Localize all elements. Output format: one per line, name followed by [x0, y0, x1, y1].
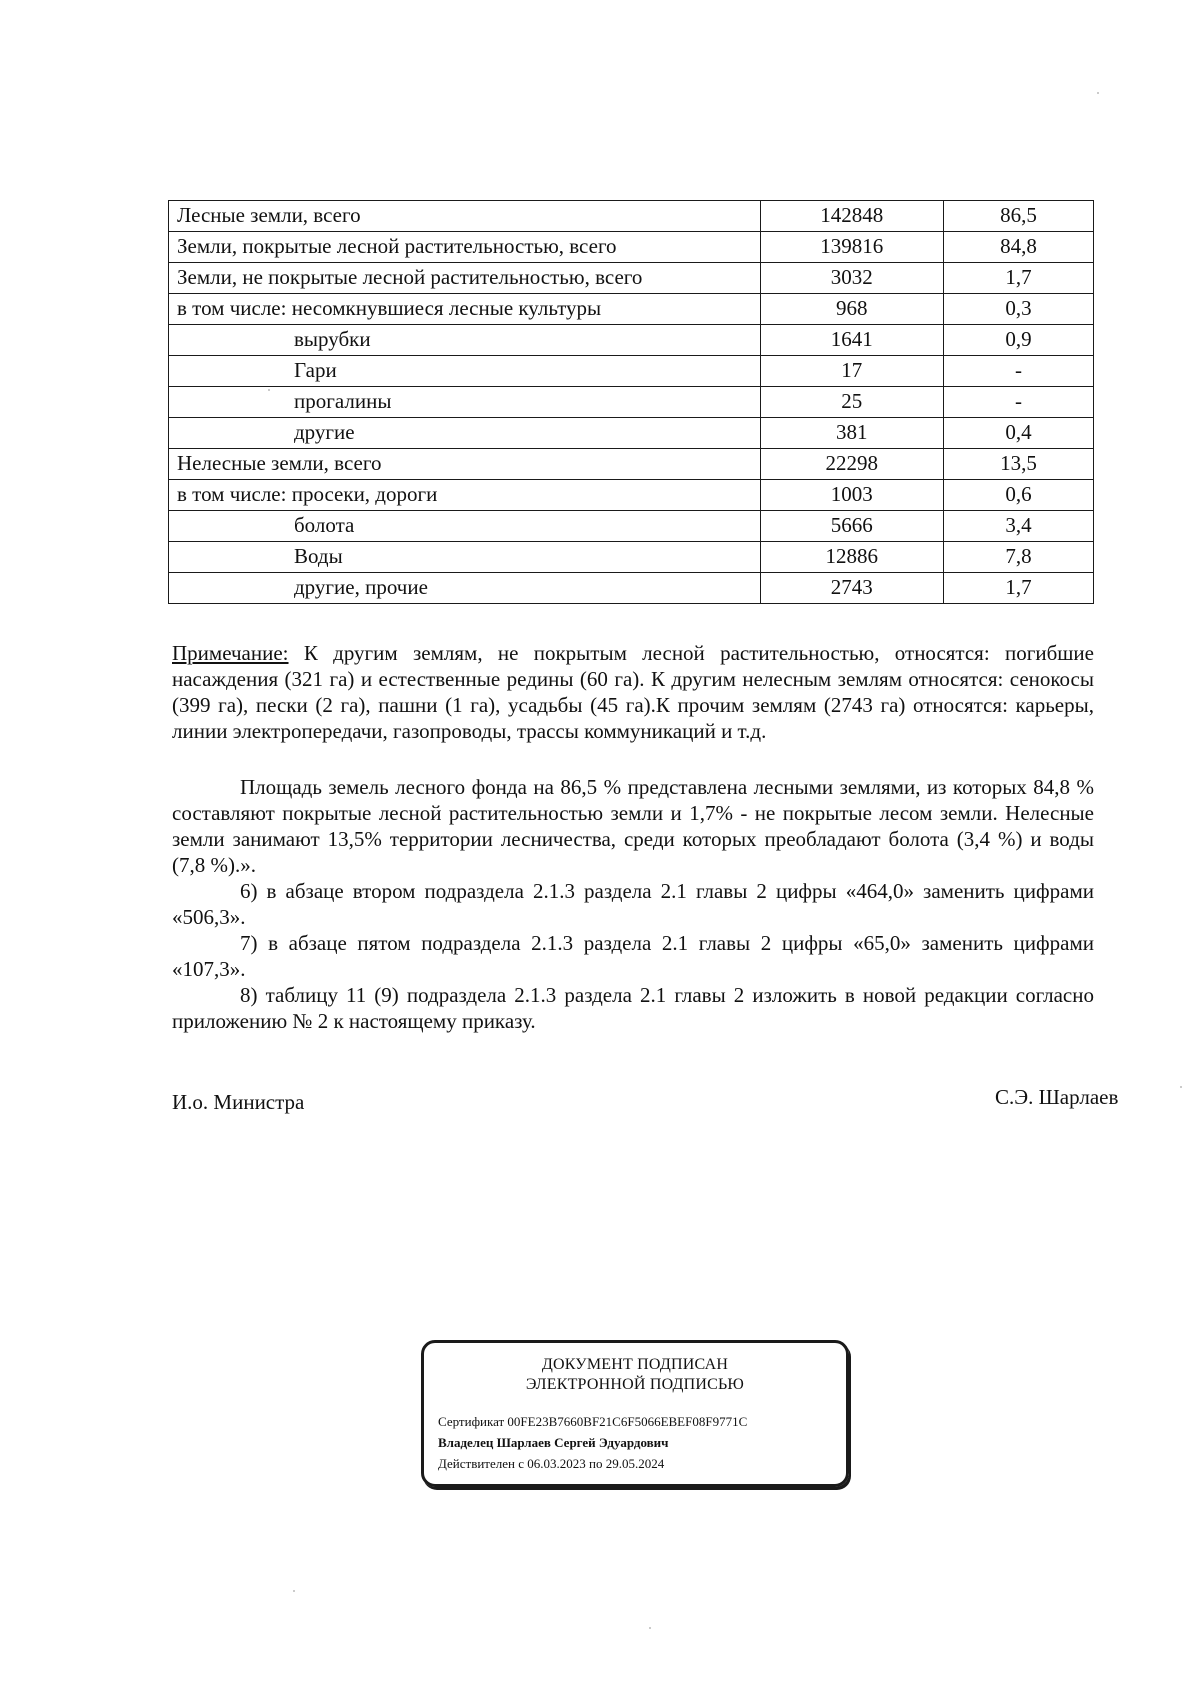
table-row	[169, 201, 1094, 232]
percent-cell: 13,5	[943, 449, 1093, 480]
category-name-cell: Нелесные земли, всего	[169, 449, 761, 480]
table-row	[169, 511, 1094, 542]
area-cell: 3032	[760, 263, 943, 294]
area-cell: 142848	[760, 201, 943, 232]
percent-cell: 0,9	[943, 325, 1093, 356]
category-name-cell: вырубки	[169, 325, 761, 356]
table-row	[169, 542, 1094, 573]
area-cell: 5666	[760, 511, 943, 542]
note-label: Примечание:	[172, 641, 289, 665]
percent-cell: -	[943, 356, 1093, 387]
scan-speck	[1097, 92, 1099, 94]
percent-cell: 3,4	[943, 511, 1093, 542]
stamp-owner: Владелец Шарлаев Сергей Эдуардович	[438, 1435, 669, 1450]
category-name-cell: другие	[169, 418, 761, 449]
percent-cell: 0,3	[943, 294, 1093, 325]
category-name-cell: другие, прочие	[169, 573, 761, 604]
stamp-title-line-2: ЭЛЕКТРОННОЙ ПОДПИСЬЮ	[525, 1376, 745, 1393]
percent-cell: 86,5	[943, 201, 1093, 232]
area-cell: 2743	[760, 573, 943, 604]
table-body	[169, 201, 1094, 604]
stamp-title-line-1: ДОКУМЕНТ ПОДПИСАН	[541, 1356, 729, 1373]
table-row	[169, 325, 1094, 356]
category-name-cell: прогалины	[169, 387, 761, 418]
table-row	[169, 294, 1094, 325]
paragraph-summary: Площадь земель лесного фонда на 86,5 % представлена лесными землями, из которых 84,8 % составляют покрытые лесной растительностью земли и 1,7% - не покрытые лесом земли. Нелесные земли занимают 13,5% территории лесничества, среди которых преобладают болота (3,4 %) и воды (7,8 %).».	[172, 775, 1094, 877]
percent-cell: 0,6	[943, 480, 1093, 511]
table-row	[169, 232, 1094, 263]
scan-speck	[649, 1627, 651, 1629]
area-cell: 968	[760, 294, 943, 325]
table-row	[169, 449, 1094, 480]
area-cell: 25	[760, 387, 943, 418]
percent-cell: 84,8	[943, 232, 1093, 263]
category-name-cell: Земли, покрытые лесной растительностью, всего	[169, 232, 761, 263]
paragraph-item-6: 6) в абзаце втором подраздела 2.1.3 раздела 2.1 главы 2 цифры «464,0» заменить цифрами «506,3».	[172, 879, 1094, 929]
category-name-cell: в том числе: просеки, дороги	[169, 480, 761, 511]
note-paragraph	[172, 640, 1094, 744]
area-cell: 1003	[760, 480, 943, 511]
area-cell: 17	[760, 356, 943, 387]
percent-cell: 1,7	[943, 573, 1093, 604]
electronic-signature-stamp	[421, 1340, 849, 1487]
table-row	[169, 356, 1094, 387]
scan-speck	[1180, 1086, 1182, 1088]
category-name-cell: Гари	[169, 356, 761, 387]
area-cell: 139816	[760, 232, 943, 263]
table-row	[169, 263, 1094, 294]
area-cell: 1641	[760, 325, 943, 356]
table-row	[169, 387, 1094, 418]
percent-cell: 7,8	[943, 542, 1093, 573]
scan-speck	[293, 1590, 295, 1592]
percent-cell: -	[943, 387, 1093, 418]
category-name-cell: Воды	[169, 542, 761, 573]
area-cell: 381	[760, 418, 943, 449]
land-category-table	[168, 200, 1094, 604]
stamp-details	[438, 1411, 832, 1474]
note-text: К другим землям, не покрытым лесной растительностью, относятся: погибшие насаждения (321 га) и естественные редины (60 га). К другим нелесным землям относятся: сенокосы (399 га), пески (2 га), пашни (1 га), усадьбы (45 га).К прочим землям (2743 га) относятся: карьеры, линии электропередачи, газопроводы, трассы коммуникаций и т.д.	[172, 641, 1094, 743]
table-row	[169, 573, 1094, 604]
table-row	[169, 480, 1094, 511]
category-name-cell: болота	[169, 511, 761, 542]
area-cell: 12886	[760, 542, 943, 573]
stamp-certificate: Сертификат 00FE23B7660BF21C6F5066EBEF08F9771C	[438, 1414, 748, 1429]
table-row	[169, 418, 1094, 449]
category-name-cell: в том числе: несомкнувшиеся лесные культуры	[169, 294, 761, 325]
percent-cell: 1,7	[943, 263, 1093, 294]
stamp-validity: Действителен с 06.03.2023 по 29.05.2024	[438, 1456, 665, 1471]
scan-speck	[268, 389, 270, 391]
signatory-name: С.Э. Шарлаев	[995, 1085, 1119, 1109]
percent-cell: 0,4	[943, 418, 1093, 449]
paragraph-item-7: 7) в абзаце пятом подраздела 2.1.3 раздела 2.1 главы 2 цифры «65,0» заменить цифрами «107,3».	[172, 931, 1094, 981]
paragraph-item-8: 8) таблицу 11 (9) подраздела 2.1.3 раздела 2.1 главы 2 изложить в новой редакции согласно приложению № 2 к настоящему приказу.	[172, 983, 1094, 1033]
signatory-position: И.о. Министра	[172, 1090, 305, 1114]
category-name-cell: Земли, не покрытые лесной растительностью, всего	[169, 263, 761, 294]
area-cell: 22298	[760, 449, 943, 480]
body-text	[172, 774, 1094, 1034]
category-name-cell: Лесные земли, всего	[169, 201, 761, 232]
